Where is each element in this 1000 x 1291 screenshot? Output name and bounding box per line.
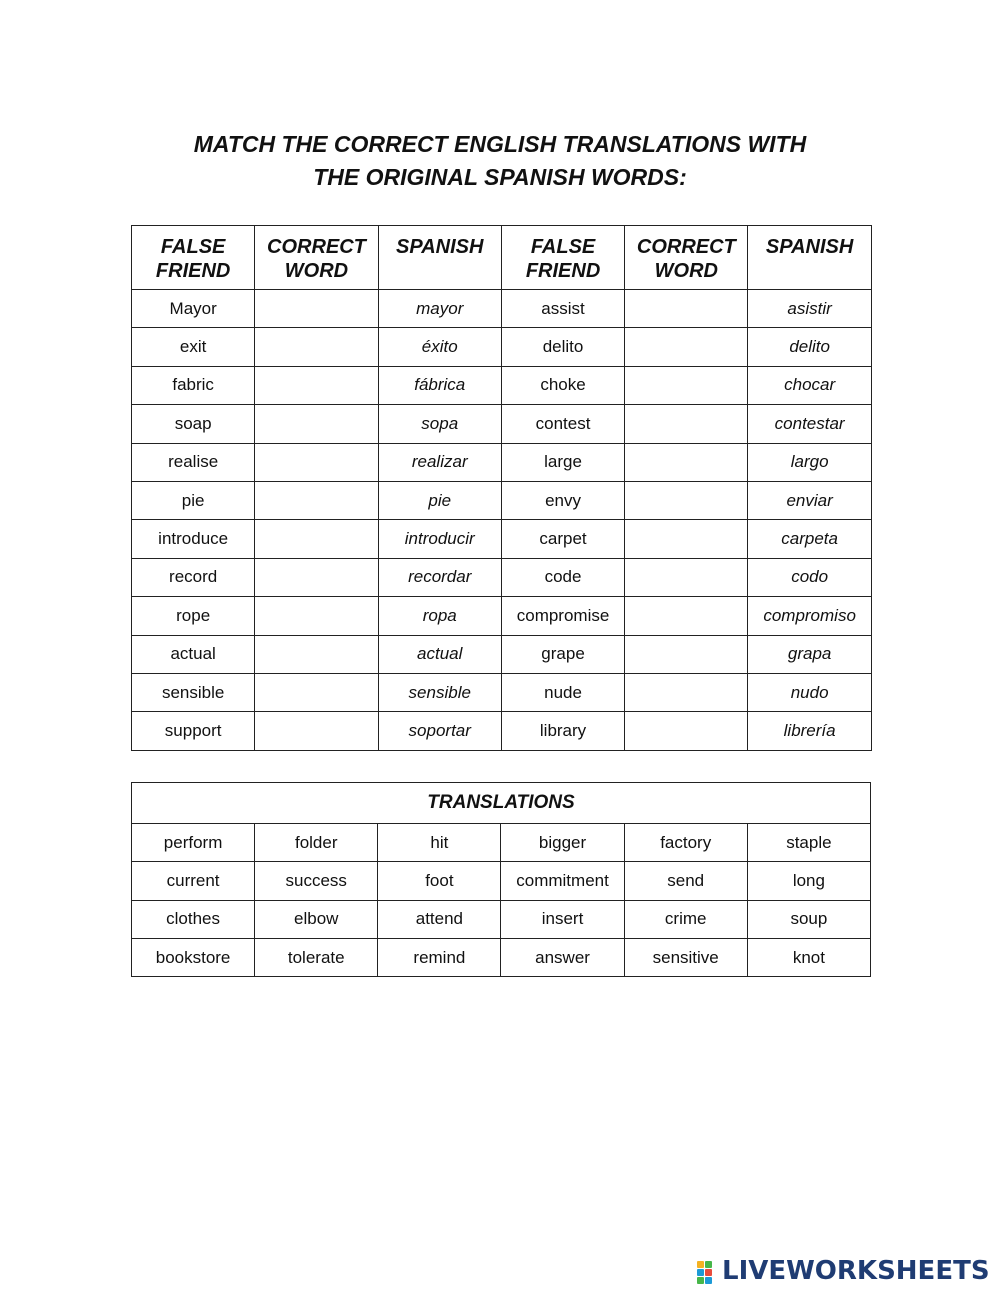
translation-word: crime bbox=[624, 900, 747, 938]
table-row bbox=[132, 597, 872, 635]
correct-word-cell[interactable] bbox=[255, 635, 378, 673]
translation-word: hit bbox=[378, 824, 501, 862]
column-header-line: FALSE bbox=[530, 236, 596, 258]
false-friend-cell: rope bbox=[132, 597, 255, 635]
translation-word: tolerate bbox=[255, 938, 378, 976]
table-row bbox=[132, 405, 872, 443]
spanish-word-cell: enviar bbox=[748, 481, 871, 519]
translation-word: bigger bbox=[501, 824, 624, 862]
spanish-word-cell: fábrica bbox=[378, 366, 501, 404]
title-line-2: THE ORIGINAL SPANISH WORDS: bbox=[313, 164, 687, 190]
translation-word: factory bbox=[624, 824, 747, 862]
spanish-word-cell: delito bbox=[748, 328, 871, 366]
translations-header-row bbox=[132, 783, 871, 824]
correct-word-cell[interactable] bbox=[625, 635, 748, 673]
table-row bbox=[132, 520, 872, 558]
correct-word-cell[interactable] bbox=[255, 405, 378, 443]
table-row bbox=[132, 862, 871, 900]
correct-word-cell[interactable] bbox=[255, 712, 378, 750]
translation-word: insert bbox=[501, 900, 624, 938]
table-row bbox=[132, 673, 872, 711]
translation-word: soup bbox=[747, 900, 870, 938]
friends-header-row bbox=[132, 226, 872, 290]
translation-word: folder bbox=[255, 824, 378, 862]
column-header-line: CORRECT bbox=[267, 236, 366, 258]
false-friend-cell: assist bbox=[501, 290, 624, 328]
spanish-word-cell: sopa bbox=[378, 405, 501, 443]
false-friend-cell: realise bbox=[132, 443, 255, 481]
column-header-line: WORD bbox=[654, 260, 718, 282]
translations-table bbox=[131, 782, 871, 977]
false-friend-cell: grape bbox=[501, 635, 624, 673]
correct-word-cell[interactable] bbox=[255, 558, 378, 596]
false-friend-cell: code bbox=[501, 558, 624, 596]
spanish-word-cell: contestar bbox=[748, 405, 871, 443]
spanish-word-cell: grapa bbox=[748, 635, 871, 673]
spanish-word-cell: soportar bbox=[378, 712, 501, 750]
translation-word: long bbox=[747, 862, 870, 900]
table-row bbox=[132, 712, 872, 750]
logo-text: LIVEWORKSHEETS bbox=[722, 1256, 990, 1286]
spanish-word-cell: chocar bbox=[748, 366, 871, 404]
column-header-line: CORRECT bbox=[636, 236, 736, 258]
correct-word-cell[interactable] bbox=[255, 520, 378, 558]
correct-word-cell[interactable] bbox=[255, 673, 378, 711]
column-header-1 bbox=[255, 226, 378, 290]
logo-blocks-icon bbox=[697, 1259, 719, 1283]
liveworksheets-logo bbox=[697, 1256, 990, 1286]
false-friend-cell: compromise bbox=[501, 597, 624, 635]
column-header-line: FRIEND bbox=[525, 260, 601, 282]
column-header-line: SPANISH bbox=[765, 236, 854, 258]
column-header-line: FRIEND bbox=[155, 260, 231, 282]
false-friend-cell: introduce bbox=[132, 520, 255, 558]
table-row bbox=[132, 328, 872, 366]
correct-word-cell[interactable] bbox=[625, 712, 748, 750]
spanish-word-cell: librería bbox=[748, 712, 871, 750]
spanish-word-cell: introducir bbox=[378, 520, 501, 558]
table-row bbox=[132, 443, 872, 481]
table-row bbox=[132, 558, 872, 596]
correct-word-cell[interactable] bbox=[255, 443, 378, 481]
translation-word: foot bbox=[378, 862, 501, 900]
false-friend-cell: large bbox=[501, 443, 624, 481]
correct-word-cell[interactable] bbox=[255, 328, 378, 366]
false-friend-cell: library bbox=[501, 712, 624, 750]
spanish-word-cell: realizar bbox=[378, 443, 501, 481]
table-row bbox=[132, 290, 872, 328]
correct-word-cell[interactable] bbox=[625, 558, 748, 596]
spanish-word-cell: recordar bbox=[378, 558, 501, 596]
correct-word-cell[interactable] bbox=[625, 290, 748, 328]
translation-word: success bbox=[255, 862, 378, 900]
spanish-word-cell: mayor bbox=[378, 290, 501, 328]
correct-word-cell[interactable] bbox=[625, 328, 748, 366]
false-friend-cell: pie bbox=[132, 481, 255, 519]
false-friend-cell: soap bbox=[132, 405, 255, 443]
column-header-2 bbox=[378, 226, 501, 290]
spanish-word-cell: pie bbox=[378, 481, 501, 519]
correct-word-cell[interactable] bbox=[625, 481, 748, 519]
false-friend-cell: envy bbox=[501, 481, 624, 519]
spanish-word-cell: compromiso bbox=[748, 597, 871, 635]
table-row bbox=[132, 824, 871, 862]
spanish-word-cell: codo bbox=[748, 558, 871, 596]
column-header-3 bbox=[501, 226, 624, 290]
correct-word-cell[interactable] bbox=[625, 405, 748, 443]
translation-word: staple bbox=[747, 824, 870, 862]
translation-word: current bbox=[132, 862, 255, 900]
spanish-word-cell: asistir bbox=[748, 290, 871, 328]
false-friend-cell: fabric bbox=[132, 366, 255, 404]
table-row bbox=[132, 366, 872, 404]
false-friend-cell: contest bbox=[501, 405, 624, 443]
false-friend-cell: support bbox=[132, 712, 255, 750]
correct-word-cell[interactable] bbox=[625, 597, 748, 635]
false-friend-cell: Mayor bbox=[132, 290, 255, 328]
spanish-word-cell: ropa bbox=[378, 597, 501, 635]
false-friend-cell: choke bbox=[501, 366, 624, 404]
correct-word-cell[interactable] bbox=[255, 481, 378, 519]
column-header-line: SPANISH bbox=[396, 236, 484, 258]
false-friend-cell: actual bbox=[132, 635, 255, 673]
false-friend-cell: record bbox=[132, 558, 255, 596]
column-header-4 bbox=[625, 226, 748, 290]
spanish-word-cell: largo bbox=[748, 443, 871, 481]
false-friend-cell: nude bbox=[501, 673, 624, 711]
false-friend-cell: sensible bbox=[132, 673, 255, 711]
translation-word: elbow bbox=[255, 900, 378, 938]
false-friends-table bbox=[131, 225, 872, 751]
translation-word: perform bbox=[132, 824, 255, 862]
translation-word: sensitive bbox=[624, 938, 747, 976]
table-row bbox=[132, 938, 871, 976]
false-friend-cell: exit bbox=[132, 328, 255, 366]
translation-word: knot bbox=[747, 938, 870, 976]
correct-word-cell[interactable] bbox=[625, 443, 748, 481]
translation-word: answer bbox=[501, 938, 624, 976]
translation-word: commitment bbox=[501, 862, 624, 900]
translation-word: clothes bbox=[132, 900, 255, 938]
spanish-word-cell: sensible bbox=[378, 673, 501, 711]
table-row bbox=[132, 900, 871, 938]
column-header-5 bbox=[748, 226, 871, 290]
column-header-line: WORD bbox=[284, 260, 349, 282]
translations-header: TRANSLATIONS bbox=[132, 783, 871, 824]
translation-word: bookstore bbox=[132, 938, 255, 976]
correct-word-cell[interactable] bbox=[255, 366, 378, 404]
title-line-1: MATCH THE CORRECT ENGLISH TRANSLATIONS WITH bbox=[193, 131, 807, 157]
correct-word-cell[interactable] bbox=[625, 520, 748, 558]
spanish-word-cell: carpeta bbox=[748, 520, 871, 558]
false-friend-cell: carpet bbox=[501, 520, 624, 558]
spanish-word-cell: nudo bbox=[748, 673, 871, 711]
false-friend-cell: delito bbox=[501, 328, 624, 366]
translation-word: remind bbox=[378, 938, 501, 976]
worksheet-title bbox=[0, 128, 1000, 194]
column-header-0 bbox=[132, 226, 255, 290]
translation-word: attend bbox=[378, 900, 501, 938]
translation-word: send bbox=[624, 862, 747, 900]
correct-word-cell[interactable] bbox=[625, 673, 748, 711]
correct-word-cell[interactable] bbox=[255, 597, 378, 635]
correct-word-cell[interactable] bbox=[625, 366, 748, 404]
spanish-word-cell: éxito bbox=[378, 328, 501, 366]
spanish-word-cell: actual bbox=[378, 635, 501, 673]
table-row bbox=[132, 635, 872, 673]
table-row bbox=[132, 481, 872, 519]
correct-word-cell[interactable] bbox=[255, 290, 378, 328]
column-header-line: FALSE bbox=[160, 236, 226, 258]
